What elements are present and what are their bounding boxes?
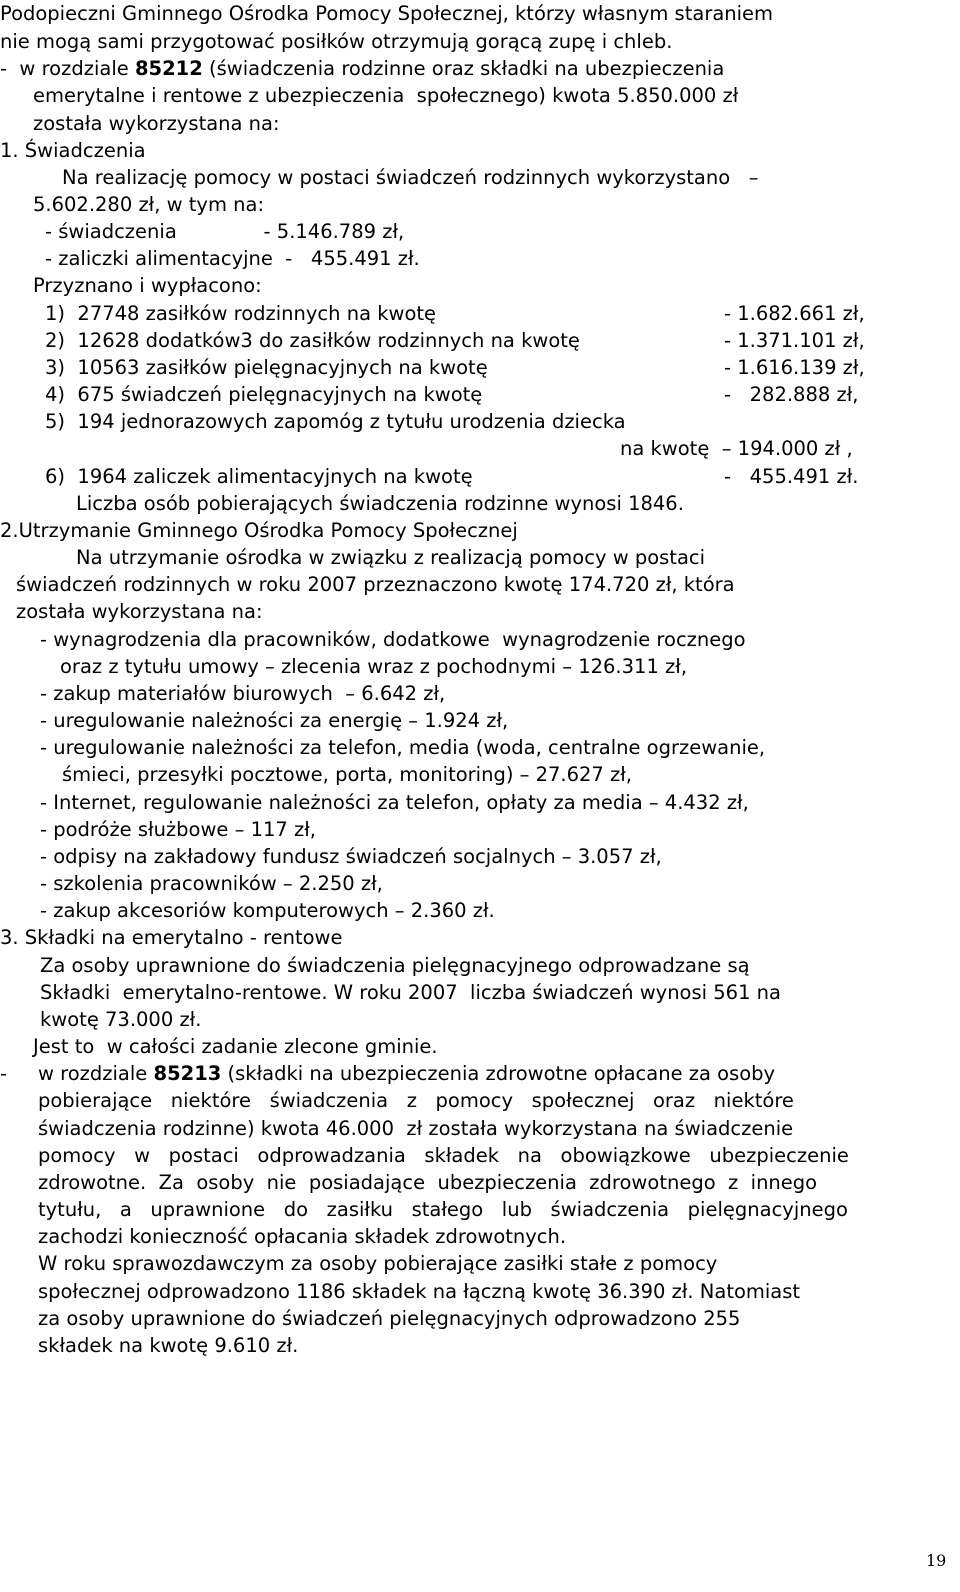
list-item: 2) 12628 dodatków3 do zasiłków rodzinnych na kwotę [45,329,580,352]
text-line: świadczeń rodzinnych w roku 2007 przeznaczono kwotę 174.720 zł, która [16,573,735,596]
list-item: 5) 194 jednorazowych zapomóg z tytułu urodzenia dziecka [45,410,626,433]
text-line: Składki emerytalno-rentowe. W roku 2007 liczba świadczeń wynosi 561 na [40,981,781,1004]
section-heading: 3. Składki na emerytalno - rentowe [0,926,343,949]
text-line: pomocy w postaci odprowadzania składek na obowiązkowe ubezpieczenie [38,1144,849,1167]
text-line: 5.602.280 zł, w tym na: [33,193,265,216]
text-line: została wykorzystana na: [16,600,263,623]
text-line: - zakup materiałów biurowych – 6.642 zł, [40,682,446,705]
text-line: nie mogą sami przygotować posiłków otrzymują gorącą zupę i chleb. [0,30,673,53]
text-line: - wynagrodzenia dla pracowników, dodatkowe wynagrodzenie rocznego [40,628,746,651]
text-line: Przyznano i wypłacono: [33,274,262,297]
text-line: emerytalne i rentowe z ubezpieczenia społecznego) kwota 5.850.000 zł [33,84,739,107]
text-line: - odpisy na zakładowy fundusz świadczeń socjalnych – 3.057 zł, [40,845,662,868]
bullet-dash: - [0,1062,8,1085]
chapter-number-85213: 85213 [153,1062,222,1085]
text-line: Jest to w całości zadanie zlecone gminie. [33,1035,438,1058]
text-line: W roku sprawozdawczym za osoby pobierające zasiłki stałe z pomocy [38,1252,718,1275]
text-line: - świadczenia - 5.146.789 zł, [45,220,405,243]
text-line: Podopieczni Gminnego Ośrodka Pomocy Społecznej, którzy własnym staraniem [0,2,774,25]
list-item-amount: na kwotę – 194.000 zł , [620,437,853,460]
text-line: za osoby uprawnione do świadczeń pielęgnacyjnych odprowadzono 255 [38,1307,741,1330]
page-number: 19 [926,1551,947,1570]
list-item-amount: - 1.616.139 zł, [724,356,865,379]
text-line: została wykorzystana na: [33,112,280,135]
list-item-amount: - 1.371.101 zł, [724,329,865,352]
text-line: Na realizację pomocy w postaci świadczeń rodzinnych wykorzystano – [62,166,759,189]
text-line: składek na kwotę 9.610 zł. [38,1334,299,1357]
text-line: pobierające niektóre świadczenia z pomocy społecznej oraz niektóre [38,1089,794,1112]
section-heading: 2.Utrzymanie Gminnego Ośrodka Pomocy Społecznej [0,519,518,542]
text-segment: - w rozdziale [0,57,135,80]
list-item: 4) 675 świadczeń pielęgnacyjnych na kwotę [45,383,483,406]
text-line: tytułu, a uprawnione do zasiłku stałego lub świadczenia pielęgnacyjnego [38,1198,848,1221]
list-item-amount: - 282.888 zł, [724,383,859,406]
text-line: zachodzi konieczność opłacania składek zdrowotnych. [38,1225,567,1248]
section-heading: 1. Świadczenia [0,139,146,162]
text-line: - podróże służbowe – 117 zł, [40,818,316,841]
text-line: - Internet, regulowanie należności za telefon, opłaty za media – 4.432 zł, [40,791,749,814]
list-item: 3) 10563 zasiłków pielęgnacyjnych na kwotę [45,356,488,379]
text-line: śmieci, przesyłki pocztowe, porta, monitoring) – 27.627 zł, [62,763,632,786]
text-line: Na utrzymanie ośrodka w związku z realizacją pomocy w postaci [76,546,706,569]
chapter-number-85212: 85212 [134,57,203,80]
text-line: - zaliczki alimentacyjne - 455.491 zł. [45,247,420,270]
text-line: - uregulowanie należności za energię – 1.924 zł, [40,709,509,732]
text-line: Za osoby uprawnione do świadczenia pielęgnacyjnego odprowadzane są [40,954,750,977]
text-line: - szkolenia pracowników – 2.250 zł, [40,872,383,895]
text-line: Liczba osób pobierających świadczenia rodzinne wynosi 1846. [76,492,684,515]
list-item-amount: - 1.682.661 zł, [724,302,865,325]
text-segment: w rozdziale [38,1062,154,1085]
text-line: społecznej odprowadzono 1186 składek na łączną kwotę 36.390 zł. Natomiast [38,1280,801,1303]
text-segment: (świadczenia rodzinne oraz składki na ubezpieczenia [202,57,725,80]
text-line: - uregulowanie należności za telefon, media (woda, centralne ogrzewanie, [40,736,766,759]
text-line: zdrowotne. Za osoby nie posiadające ubezpieczenia zdrowotnego z innego [38,1171,818,1194]
list-item: 1) 27748 zasiłków rodzinnych na kwotę [45,302,437,325]
text-line: oraz z tytułu umowy – zlecenia wraz z pochodnymi – 126.311 zł, [60,655,688,678]
text-segment: (składki na ubezpieczenia zdrowotne opłacane za osoby [221,1062,776,1085]
text-line: świadczenia rodzinne) kwota 46.000 zł została wykorzystana na świadczenie [38,1117,794,1140]
text-line [0,55,724,83]
text-line: kwotę 73.000 zł. [40,1008,202,1031]
text-line [38,1060,775,1088]
list-item-amount: - 455.491 zł. [724,465,859,488]
list-item: 6) 1964 zaliczek alimentacyjnych na kwotę [45,465,473,488]
text-line: - zakup akcesoriów komputerowych – 2.360 zł. [40,899,495,922]
